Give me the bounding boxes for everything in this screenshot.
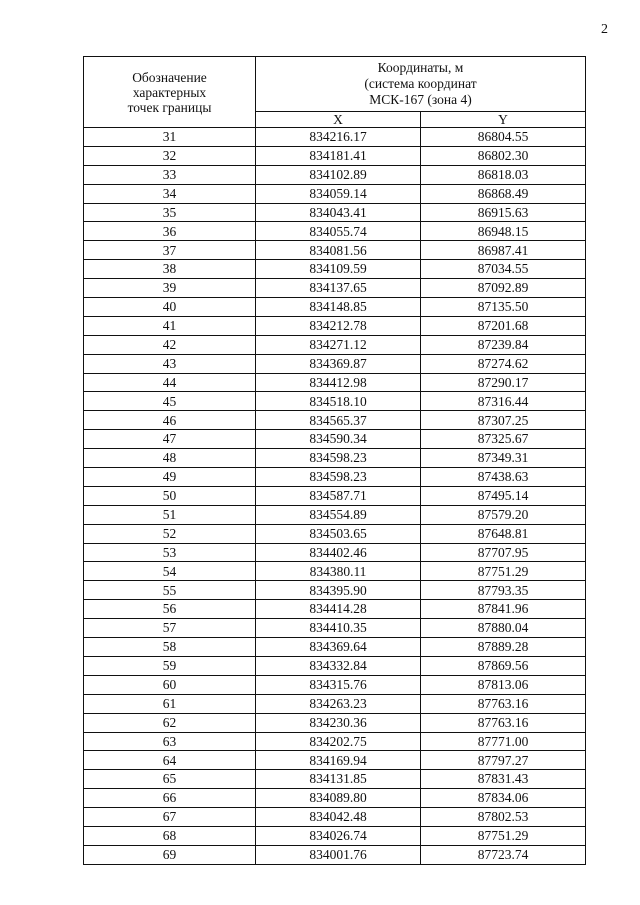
point-number-cell: 68 [84, 826, 256, 845]
point-number-cell: 62 [84, 713, 256, 732]
y-coordinate-cell: 87802.53 [421, 808, 586, 827]
x-coordinate-cell: 834089.80 [256, 789, 421, 808]
point-number-cell: 65 [84, 770, 256, 789]
point-number-cell: 53 [84, 543, 256, 562]
x-coordinate-cell: 834598.23 [256, 468, 421, 487]
point-number-cell: 37 [84, 241, 256, 260]
table-row [84, 770, 586, 789]
table-row [84, 354, 586, 373]
x-coordinate-cell: 834137.65 [256, 279, 421, 298]
point-number-cell: 35 [84, 203, 256, 222]
table-row [84, 241, 586, 260]
y-coordinate-cell: 87290.17 [421, 373, 586, 392]
y-coordinate-cell: 87793.35 [421, 581, 586, 600]
x-coordinate-cell: 834131.85 [256, 770, 421, 789]
header-coordinates-line: (система координат [364, 76, 477, 91]
y-coordinate-cell: 87723.74 [421, 845, 586, 864]
point-number-cell: 64 [84, 751, 256, 770]
y-coordinate-cell: 87751.29 [421, 826, 586, 845]
header-point-label-line: характерных [132, 84, 207, 100]
y-coordinate-cell: 87771.00 [421, 732, 586, 751]
header-point-label-line: Обозначение [132, 69, 207, 85]
point-number-cell: 40 [84, 298, 256, 317]
point-number-cell: 31 [84, 128, 256, 147]
table-row [84, 146, 586, 165]
y-coordinate-cell: 87889.28 [421, 638, 586, 657]
y-coordinate-cell: 87092.89 [421, 279, 586, 298]
table-row [84, 524, 586, 543]
x-coordinate-cell: 834181.41 [256, 146, 421, 165]
table-row [84, 845, 586, 864]
x-coordinate-cell: 834518.10 [256, 392, 421, 411]
y-coordinate-cell: 87239.84 [421, 335, 586, 354]
x-coordinate-cell: 834412.98 [256, 373, 421, 392]
table-row [84, 675, 586, 694]
point-number-cell: 59 [84, 656, 256, 675]
x-coordinate-cell: 834395.90 [256, 581, 421, 600]
table-row [84, 694, 586, 713]
y-coordinate-cell: 87880.04 [421, 619, 586, 638]
point-number-cell: 32 [84, 146, 256, 165]
y-coordinate-cell: 87797.27 [421, 751, 586, 770]
point-number-cell: 51 [84, 505, 256, 524]
table-row [84, 713, 586, 732]
header-col-x: X [256, 112, 421, 128]
table-row [84, 656, 586, 675]
y-coordinate-cell: 87325.67 [421, 430, 586, 449]
x-coordinate-cell: 834369.64 [256, 638, 421, 657]
y-coordinate-cell: 87707.95 [421, 543, 586, 562]
x-coordinate-cell: 834565.37 [256, 411, 421, 430]
point-number-cell: 49 [84, 468, 256, 487]
table-row [84, 392, 586, 411]
y-coordinate-cell: 86915.63 [421, 203, 586, 222]
table-row [84, 449, 586, 468]
point-number-cell: 54 [84, 562, 256, 581]
y-coordinate-cell: 87135.50 [421, 298, 586, 317]
point-number-cell: 61 [84, 694, 256, 713]
table-row [84, 184, 586, 203]
point-number-cell: 43 [84, 354, 256, 373]
page-number: 2 [601, 22, 608, 37]
table-row [84, 165, 586, 184]
point-number-cell: 50 [84, 486, 256, 505]
x-coordinate-cell: 834503.65 [256, 524, 421, 543]
point-number-cell: 52 [84, 524, 256, 543]
point-number-cell: 42 [84, 335, 256, 354]
y-coordinate-cell: 87763.16 [421, 694, 586, 713]
point-number-cell: 63 [84, 732, 256, 751]
point-number-cell: 47 [84, 430, 256, 449]
table-row [84, 486, 586, 505]
point-number-cell: 60 [84, 675, 256, 694]
table-row [84, 222, 586, 241]
y-coordinate-cell: 87751.29 [421, 562, 586, 581]
table-row [84, 543, 586, 562]
x-coordinate-cell: 834026.74 [256, 826, 421, 845]
y-coordinate-cell: 87831.43 [421, 770, 586, 789]
header-col-y: Y [421, 112, 586, 128]
y-coordinate-cell: 87201.68 [421, 316, 586, 335]
table-row [84, 411, 586, 430]
x-coordinate-cell: 834369.87 [256, 354, 421, 373]
x-coordinate-cell: 834587.71 [256, 486, 421, 505]
point-number-cell: 39 [84, 279, 256, 298]
table-row [84, 505, 586, 524]
y-coordinate-cell: 86987.41 [421, 241, 586, 260]
x-coordinate-cell: 834001.76 [256, 845, 421, 864]
point-number-cell: 48 [84, 449, 256, 468]
x-coordinate-cell: 834402.46 [256, 543, 421, 562]
point-number-cell: 66 [84, 789, 256, 808]
x-coordinate-cell: 834598.23 [256, 449, 421, 468]
header-coordinates-line: Координаты, м [377, 60, 464, 75]
header-point-label-line: точек границы [127, 99, 212, 115]
y-coordinate-cell: 86804.55 [421, 128, 586, 147]
x-coordinate-cell: 834102.89 [256, 165, 421, 184]
header-coordinates-line: МСК-167 (зона 4) [369, 92, 472, 107]
point-number-cell: 57 [84, 619, 256, 638]
y-coordinate-cell: 87763.16 [421, 713, 586, 732]
table-row [84, 128, 586, 147]
point-number-cell: 56 [84, 600, 256, 619]
table-row [84, 468, 586, 487]
y-coordinate-cell: 86948.15 [421, 222, 586, 241]
point-number-cell: 41 [84, 316, 256, 335]
x-coordinate-cell: 834414.28 [256, 600, 421, 619]
table-row [84, 373, 586, 392]
x-coordinate-cell: 834554.89 [256, 505, 421, 524]
x-coordinate-cell: 834216.17 [256, 128, 421, 147]
table-row [84, 732, 586, 751]
coordinates-table [83, 56, 586, 865]
point-number-cell: 33 [84, 165, 256, 184]
x-coordinate-cell: 834043.41 [256, 203, 421, 222]
x-coordinate-cell: 834042.48 [256, 808, 421, 827]
table-row [84, 826, 586, 845]
table-row [84, 562, 586, 581]
table-row [84, 316, 586, 335]
y-coordinate-cell: 86868.49 [421, 184, 586, 203]
point-number-cell: 55 [84, 581, 256, 600]
point-number-cell: 46 [84, 411, 256, 430]
x-coordinate-cell: 834410.35 [256, 619, 421, 638]
x-coordinate-cell: 834055.74 [256, 222, 421, 241]
table-row [84, 298, 586, 317]
x-coordinate-cell: 834081.56 [256, 241, 421, 260]
y-coordinate-cell: 87438.63 [421, 468, 586, 487]
point-number-cell: 36 [84, 222, 256, 241]
point-number-cell: 34 [84, 184, 256, 203]
table-row [84, 430, 586, 449]
y-coordinate-cell: 87034.55 [421, 260, 586, 279]
y-coordinate-cell: 87349.31 [421, 449, 586, 468]
point-number-cell: 58 [84, 638, 256, 657]
y-coordinate-cell: 86818.03 [421, 165, 586, 184]
x-coordinate-cell: 834315.76 [256, 675, 421, 694]
y-coordinate-cell: 87579.20 [421, 505, 586, 524]
header-coordinates [256, 57, 586, 112]
y-coordinate-cell: 86802.30 [421, 146, 586, 165]
table-body [84, 128, 586, 865]
header-point-label [84, 57, 256, 128]
y-coordinate-cell: 87495.14 [421, 486, 586, 505]
x-coordinate-cell: 834263.23 [256, 694, 421, 713]
table-row [84, 751, 586, 770]
table-row [84, 638, 586, 657]
x-coordinate-cell: 834332.84 [256, 656, 421, 675]
x-coordinate-cell: 834109.59 [256, 260, 421, 279]
x-coordinate-cell: 834148.85 [256, 298, 421, 317]
point-number-cell: 69 [84, 845, 256, 864]
table-row [84, 335, 586, 354]
table-row [84, 581, 586, 600]
x-coordinate-cell: 834202.75 [256, 732, 421, 751]
x-coordinate-cell: 834230.36 [256, 713, 421, 732]
y-coordinate-cell: 87834.06 [421, 789, 586, 808]
x-coordinate-cell: 834059.14 [256, 184, 421, 203]
y-coordinate-cell: 87813.06 [421, 675, 586, 694]
x-coordinate-cell: 834212.78 [256, 316, 421, 335]
table-row [84, 260, 586, 279]
y-coordinate-cell: 87648.81 [421, 524, 586, 543]
table-row [84, 279, 586, 298]
y-coordinate-cell: 87316.44 [421, 392, 586, 411]
x-coordinate-cell: 834380.11 [256, 562, 421, 581]
table-row [84, 600, 586, 619]
x-coordinate-cell: 834169.94 [256, 751, 421, 770]
y-coordinate-cell: 87307.25 [421, 411, 586, 430]
point-number-cell: 38 [84, 260, 256, 279]
point-number-cell: 45 [84, 392, 256, 411]
point-number-cell: 44 [84, 373, 256, 392]
y-coordinate-cell: 87274.62 [421, 354, 586, 373]
table-row [84, 808, 586, 827]
table-row [84, 203, 586, 222]
table-row [84, 619, 586, 638]
table-row [84, 789, 586, 808]
x-coordinate-cell: 834271.12 [256, 335, 421, 354]
x-coordinate-cell: 834590.34 [256, 430, 421, 449]
y-coordinate-cell: 87869.56 [421, 656, 586, 675]
point-number-cell: 67 [84, 808, 256, 827]
y-coordinate-cell: 87841.96 [421, 600, 586, 619]
